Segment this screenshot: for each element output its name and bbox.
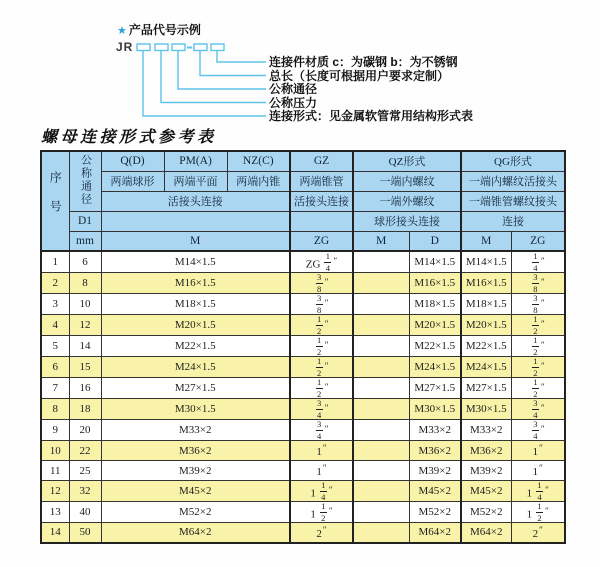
header-nz-sub: 两端内锥 bbox=[227, 171, 290, 191]
cell-seq: 2 bbox=[41, 273, 69, 294]
cell-dn: 10 bbox=[69, 294, 101, 315]
cell-m-thread: M30×1.5 bbox=[101, 399, 290, 420]
cell-qz-d: M27×1.5 bbox=[409, 378, 461, 399]
cell-gz-thread: 2″ bbox=[290, 523, 353, 543]
cell-qg-zg: $\frac{3}{4}$ ″ bbox=[511, 399, 565, 420]
header-blank-gz bbox=[290, 211, 353, 231]
cell-qg-m: M39×2 bbox=[461, 461, 511, 481]
cell-qg-m: M52×2 bbox=[461, 502, 511, 523]
cell-m-thread: M22×1.5 bbox=[101, 336, 290, 357]
cell-gz-thread: 1 $\frac{1}{2}$ ″ bbox=[290, 502, 353, 523]
cell-dn: 8 bbox=[69, 273, 101, 294]
table-row bbox=[41, 502, 565, 523]
header-unit-m: M bbox=[101, 231, 290, 251]
code-prefix: JR bbox=[116, 40, 134, 54]
cell-seq: 6 bbox=[41, 357, 69, 378]
table-row bbox=[41, 294, 565, 315]
table-row bbox=[41, 420, 565, 441]
cell-qz-d: M64×2 bbox=[409, 523, 461, 543]
cell-qz-d: M16×1.5 bbox=[409, 273, 461, 294]
cell-dn: 22 bbox=[69, 441, 101, 461]
header-qz-sub1: 一端内螺纹 bbox=[353, 171, 461, 191]
cell-dn: 16 bbox=[69, 378, 101, 399]
cell-dn: 20 bbox=[69, 420, 101, 441]
header-unit-qg-m: M bbox=[461, 231, 511, 251]
table-row bbox=[41, 273, 565, 294]
cell-qz-m bbox=[353, 461, 409, 481]
table-row bbox=[41, 399, 565, 420]
cell-gz-thread: 1″ bbox=[290, 441, 353, 461]
code-label-diameter: 公称通径 bbox=[269, 82, 318, 96]
code-box bbox=[172, 44, 185, 51]
connector-line bbox=[200, 51, 266, 76]
cell-qz-d: M20×1.5 bbox=[409, 315, 461, 336]
cell-qg-zg: $\frac{3}{8}$ ″ bbox=[511, 294, 565, 315]
header-unit-qg-zg: ZG bbox=[511, 231, 565, 251]
header-group-nz: NZ(C) bbox=[227, 151, 290, 171]
cell-m-thread: M18×1.5 bbox=[101, 294, 290, 315]
cell-qg-m: M45×2 bbox=[461, 481, 511, 502]
nut-connection-table bbox=[40, 150, 566, 544]
cell-dn: 50 bbox=[69, 523, 101, 543]
connector-line bbox=[217, 51, 266, 62]
header-qz-sub2: 一端外螺纹 bbox=[353, 191, 461, 211]
header-q-sub: 两端球形 bbox=[101, 171, 164, 191]
header-unit-zg: ZG bbox=[290, 231, 353, 251]
header-qz-sub3: 球形接头连接 bbox=[353, 211, 461, 231]
cell-qz-d: M52×2 bbox=[409, 502, 461, 523]
header-qg-sub1: 一端内螺纹活接头 bbox=[461, 171, 565, 191]
cell-gz-thread: 1 $\frac{1}{4}$ ″ bbox=[290, 481, 353, 502]
cell-seq: 13 bbox=[41, 502, 69, 523]
cell-m-thread: M52×2 bbox=[101, 502, 290, 523]
cell-m-thread: M14×1.5 bbox=[101, 251, 290, 273]
cell-qz-m bbox=[353, 336, 409, 357]
cell-m-thread: M39×2 bbox=[101, 461, 290, 481]
cell-seq: 5 bbox=[41, 336, 69, 357]
cell-seq: 1 bbox=[41, 251, 69, 273]
cell-qg-m: M22×1.5 bbox=[461, 336, 511, 357]
cell-gz-thread: $\frac{3}{8}$ ″ bbox=[290, 294, 353, 315]
cell-dn: 14 bbox=[69, 336, 101, 357]
cell-dn: 25 bbox=[69, 461, 101, 481]
table-row bbox=[41, 481, 565, 502]
cell-qz-m bbox=[353, 523, 409, 543]
cell-m-thread: M64×2 bbox=[101, 523, 290, 543]
table-row bbox=[41, 523, 565, 543]
header-group-q: Q(D) bbox=[101, 151, 164, 171]
cell-qz-d: M30×1.5 bbox=[409, 399, 461, 420]
cell-dn: 12 bbox=[69, 315, 101, 336]
cell-dn: 32 bbox=[69, 481, 101, 502]
cell-qz-m bbox=[353, 315, 409, 336]
header-blank-d1 bbox=[101, 211, 290, 231]
header-dn: 公称通径 bbox=[69, 151, 101, 211]
cell-qz-d: M33×2 bbox=[409, 420, 461, 441]
cell-gz-thread: $\frac{3}{4}$ ″ bbox=[290, 399, 353, 420]
cell-qg-zg: $\frac{3}{4}$ ″ bbox=[511, 420, 565, 441]
cell-qg-zg: 1″ bbox=[511, 441, 565, 461]
cell-qg-m: M27×1.5 bbox=[461, 378, 511, 399]
cell-qg-zg: 1 $\frac{1}{4}$ ″ bbox=[511, 481, 565, 502]
cell-m-thread: M24×1.5 bbox=[101, 357, 290, 378]
cell-qz-m bbox=[353, 357, 409, 378]
star-icon: ★ bbox=[117, 25, 127, 37]
connector-line bbox=[178, 51, 266, 89]
cell-dn: 40 bbox=[69, 502, 101, 523]
cell-m-thread: M16×1.5 bbox=[101, 273, 290, 294]
code-label-material: 连接件材质 c：为碳钢 b：为不锈钢 bbox=[269, 55, 458, 69]
cell-qg-zg: $\frac{3}{8}$ ″ bbox=[511, 273, 565, 294]
header-unit-qz-d: D bbox=[409, 231, 461, 251]
cell-gz-thread: $\frac{1}{2}$ ″ bbox=[290, 357, 353, 378]
cell-seq: 7 bbox=[41, 378, 69, 399]
table-row bbox=[41, 461, 565, 481]
cell-qg-zg: $\frac{1}{2}$ ″ bbox=[511, 357, 565, 378]
header-group-gz: GZ bbox=[290, 151, 353, 171]
cell-qg-m: M24×1.5 bbox=[461, 357, 511, 378]
cell-gz-thread: $\frac{3}{8}$ ″ bbox=[290, 273, 353, 294]
header-qg-sub3: 连接 bbox=[461, 211, 565, 231]
header-gz-sub: 两端锥管 bbox=[290, 171, 353, 191]
cell-m-thread: M33×2 bbox=[101, 420, 290, 441]
cell-dn: 6 bbox=[69, 251, 101, 273]
code-box bbox=[137, 44, 150, 51]
table-body bbox=[41, 251, 565, 543]
table-row bbox=[41, 251, 565, 273]
cell-qg-zg: $\frac{1}{2}$ ″ bbox=[511, 378, 565, 399]
cell-dn: 15 bbox=[69, 357, 101, 378]
cell-seq: 8 bbox=[41, 399, 69, 420]
cell-qz-m bbox=[353, 251, 409, 273]
header-unit-qz-m: M bbox=[353, 231, 409, 251]
table-row bbox=[41, 336, 565, 357]
header-gz-union: 活接头连接 bbox=[290, 191, 353, 211]
cell-qz-d: M22×1.5 bbox=[409, 336, 461, 357]
cell-qg-m: M30×1.5 bbox=[461, 399, 511, 420]
code-label-length: 总长（长度可根据用户要求定制） bbox=[269, 68, 450, 83]
table-row bbox=[41, 378, 565, 399]
cell-m-thread: M20×1.5 bbox=[101, 315, 290, 336]
header-d1: D1 bbox=[69, 211, 101, 231]
cell-qg-zg: 2″ bbox=[511, 523, 565, 543]
cell-qg-m: M20×1.5 bbox=[461, 315, 511, 336]
cell-seq: 11 bbox=[41, 461, 69, 481]
code-label-connection: 连接形式：见金属软管常用结构形式表 bbox=[269, 109, 474, 123]
cell-seq: 3 bbox=[41, 294, 69, 315]
cell-qg-zg: $\frac{1}{2}$ ″ bbox=[511, 336, 565, 357]
header-unit-mm: mm bbox=[69, 231, 101, 251]
diagram-title bbox=[117, 21, 201, 38]
cell-qz-m bbox=[353, 420, 409, 441]
header-seq: 序号 bbox=[41, 151, 69, 251]
cell-qz-m bbox=[353, 502, 409, 523]
cell-qz-d: M45×2 bbox=[409, 481, 461, 502]
header-union-joint: 活接头连接 bbox=[101, 191, 290, 211]
cell-dn: 18 bbox=[69, 399, 101, 420]
cell-qz-m bbox=[353, 481, 409, 502]
cell-seq: 4 bbox=[41, 315, 69, 336]
code-label-pressure: 公称压力 bbox=[269, 95, 318, 110]
cell-seq: 9 bbox=[41, 420, 69, 441]
table-title: 螺母连接形式参考表 bbox=[41, 129, 217, 146]
cell-qg-m: M36×2 bbox=[461, 441, 511, 461]
cell-seq: 10 bbox=[41, 441, 69, 461]
cell-qg-m: M64×2 bbox=[461, 523, 511, 543]
header-pm-sub: 两端平面 bbox=[164, 171, 227, 191]
cell-seq: 12 bbox=[41, 481, 69, 502]
header-group-pm: PM(A) bbox=[164, 151, 227, 171]
cell-qg-zg: 1 $\frac{1}{2}$ ″ bbox=[511, 502, 565, 523]
product-code-diagram bbox=[0, 0, 600, 130]
cell-gz-thread: ZG $\frac{1}{4}$ ″ bbox=[290, 251, 353, 273]
cell-qg-zg: $\frac{1}{4}$ ″ bbox=[511, 251, 565, 273]
table-row bbox=[41, 357, 565, 378]
header-group-qz: QZ形式 bbox=[353, 151, 461, 171]
cell-qg-m: M33×2 bbox=[461, 420, 511, 441]
connector-line bbox=[161, 51, 266, 103]
cell-m-thread: M45×2 bbox=[101, 481, 290, 502]
cell-gz-thread: 1″ bbox=[290, 461, 353, 481]
cell-qg-m: M18×1.5 bbox=[461, 294, 511, 315]
table-row bbox=[41, 441, 565, 461]
cell-gz-thread: $\frac{1}{2}$ ″ bbox=[290, 336, 353, 357]
header-group-qg: QG形式 bbox=[461, 151, 565, 171]
cell-qg-m: M16×1.5 bbox=[461, 273, 511, 294]
cell-qg-m: M14×1.5 bbox=[461, 251, 511, 273]
cell-qz-d: M24×1.5 bbox=[409, 357, 461, 378]
cell-qz-m bbox=[353, 378, 409, 399]
cell-gz-thread: $\frac{1}{2}$ ″ bbox=[290, 315, 353, 336]
cell-qg-zg: $\frac{1}{2}$ ″ bbox=[511, 315, 565, 336]
code-box bbox=[211, 44, 224, 51]
cell-qz-d: M36×2 bbox=[409, 441, 461, 461]
code-box bbox=[155, 44, 168, 51]
table-row bbox=[41, 315, 565, 336]
cell-gz-thread: $\frac{3}{4}$ ″ bbox=[290, 420, 353, 441]
cell-qz-d: M14×1.5 bbox=[409, 251, 461, 273]
cell-qz-m bbox=[353, 441, 409, 461]
diagram-title-text: 产品代号示例 bbox=[128, 23, 201, 37]
cell-qz-m bbox=[353, 399, 409, 420]
cell-qz-d: M39×2 bbox=[409, 461, 461, 481]
cell-gz-thread: $\frac{1}{2}$ ″ bbox=[290, 378, 353, 399]
header-qg-sub2: 一端锥管螺纹接头 bbox=[461, 191, 565, 211]
table-header bbox=[41, 151, 565, 251]
cell-qz-d: M18×1.5 bbox=[409, 294, 461, 315]
cell-m-thread: M27×1.5 bbox=[101, 378, 290, 399]
cell-qz-m bbox=[353, 294, 409, 315]
code-box bbox=[194, 44, 207, 51]
cell-qg-zg: 1″ bbox=[511, 461, 565, 481]
cell-qz-m bbox=[353, 273, 409, 294]
cell-seq: 14 bbox=[41, 523, 69, 543]
cell-m-thread: M36×2 bbox=[101, 441, 290, 461]
